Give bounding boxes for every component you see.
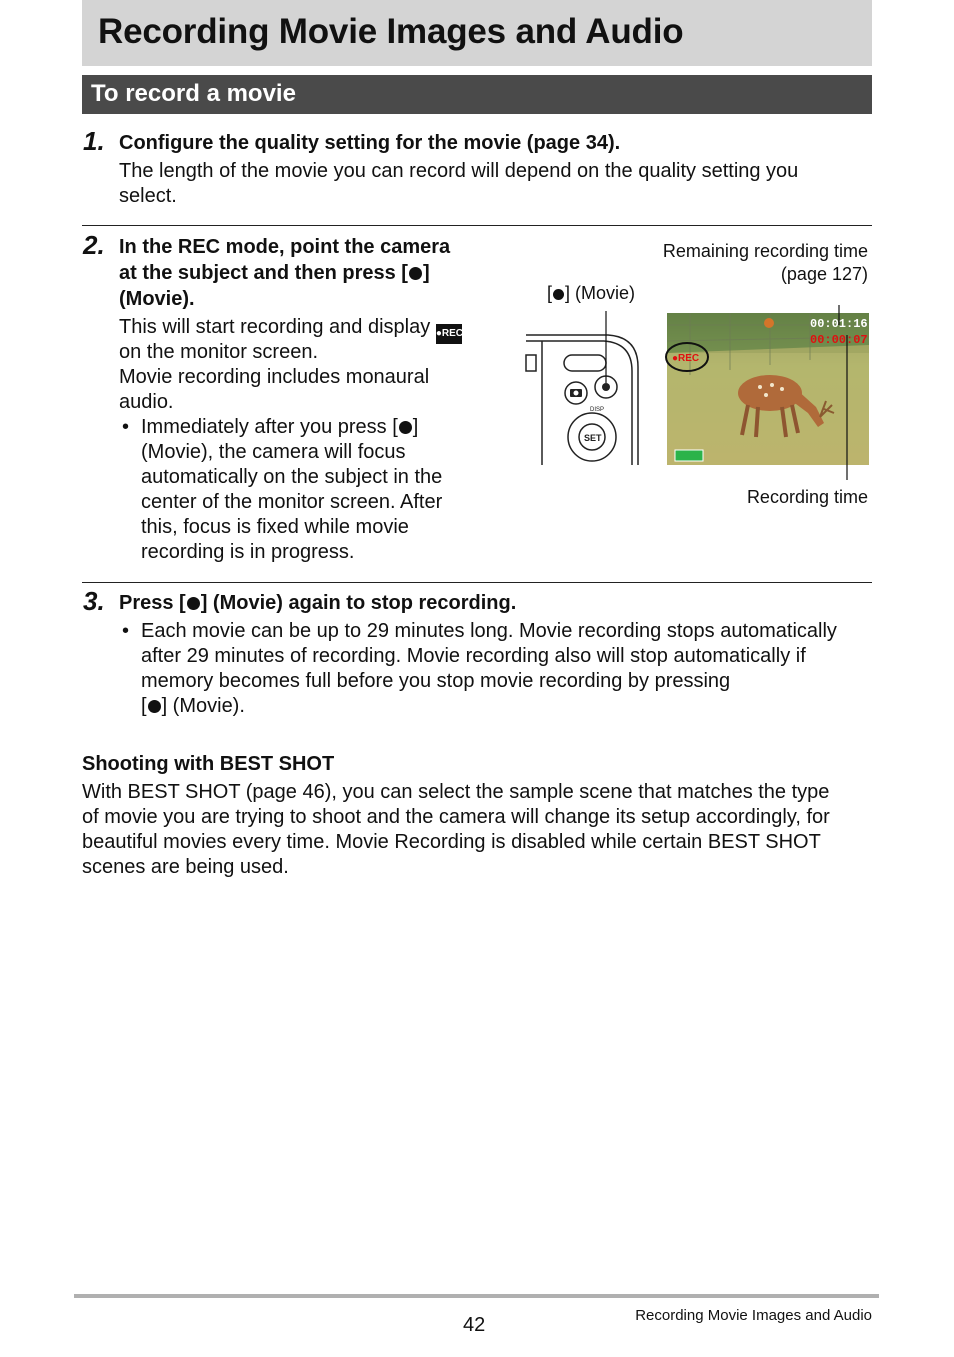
step-1-heading: Configure the quality setting for the movie (page 34). (119, 132, 621, 154)
step-3-number: 3. (83, 586, 105, 616)
step-2-body-line-3: Movie recording includes monaural (119, 366, 430, 388)
divider (82, 582, 872, 583)
page-number: 42 (463, 1314, 486, 1336)
screen-rec-indicator: ●REC (672, 353, 700, 364)
best-shot-line-3: beautiful movies every time. Movie Recording is disabled while certain BEST SHOT (82, 831, 821, 853)
footer-rule (74, 1294, 879, 1298)
step-2-heading-line-3: (Movie). (119, 288, 195, 310)
best-shot-line-4: scenes are being used. (82, 856, 289, 878)
movie-button-icon (399, 421, 412, 434)
step-3-bullet-line-3: memory becomes full before you stop movie recording by pressing (141, 670, 731, 692)
best-shot-line-1: With BEST SHOT (page 46), you can select the sample scene that matches the type (82, 781, 830, 803)
section-title: To record a movie (91, 80, 296, 107)
step-3-bullet-line-1: Each movie can be up to 29 minutes long. Movie recording stops automatically (141, 620, 837, 642)
movie-button-icon (148, 700, 161, 713)
recording-time-label: Recording time (746, 487, 868, 507)
title-bar (82, 0, 872, 66)
step-3-bullet-line-4: [ ] (Movie). (141, 695, 245, 717)
camera-figure (520, 305, 880, 480)
disp-label: DISP (590, 407, 605, 413)
bullet-marker: • (122, 416, 130, 438)
movie-button-icon (187, 597, 200, 610)
step-2-bullet-line-4: center of the monitor screen. After (141, 491, 443, 513)
step-2-body-line-4: audio. (119, 391, 174, 413)
card-icon (764, 318, 774, 328)
step-2-number: 2. (83, 230, 105, 260)
step-2-bullet-line-3: automatically on the subject in the (141, 466, 443, 488)
elapsed-time-readout: 00:00:07 (810, 333, 868, 347)
movie-button-label: [ ] (Movie) (547, 283, 636, 303)
step-3-heading: Press [ ] (Movie) again to stop recording. (119, 592, 517, 614)
best-shot-heading: Shooting with BEST SHOT (82, 753, 335, 775)
remaining-time-readout: 00:01:16 (810, 317, 868, 331)
rec-indicator-icon: ●REC (436, 324, 462, 344)
set-label: SET (584, 433, 602, 443)
step-2-body-line-2: on the monitor screen. (119, 341, 318, 363)
monitor-screen (666, 313, 869, 465)
section-bar (82, 75, 872, 114)
step-2-bullet-line-2: (Movie), the camera will focus (141, 441, 406, 463)
battery-icon (675, 450, 703, 461)
step-1-body-line-1: The length of the movie you can record will depend on the quality setting you (119, 160, 799, 182)
step-1-number: 1. (83, 126, 105, 156)
divider (82, 225, 872, 226)
remaining-time-page: (page 127) (780, 264, 868, 284)
step-2-bullet-line-6: recording is in progress. (141, 541, 355, 563)
step-2-heading-line-2: at the subject and then press [ ] (119, 262, 430, 284)
step-2-body-line-1: This will start recording and display ●REC (119, 315, 462, 344)
remaining-time-label: Remaining recording time (662, 241, 868, 261)
step-2-heading-line-1: In the REC mode, point the camera (119, 236, 451, 258)
movie-button-icon (553, 289, 564, 300)
step-1-body-line-2: select. (119, 185, 177, 207)
best-shot-line-2: of movie you are trying to shoot and the camera will change its setup accordingly, for (82, 806, 830, 828)
step-3-bullet-line-2: after 29 minutes of recording. Movie recording also will stop automatically if (141, 645, 806, 667)
running-title: Recording Movie Images and Audio (635, 1307, 872, 1324)
step-2-bullet-line-5: this, focus is fixed while movie (141, 516, 409, 538)
step-2-bullet-line-1: Immediately after you press [ ] (141, 416, 419, 438)
camera-mode-icon (565, 382, 587, 404)
page-title: Recording Movie Images and Audio (98, 12, 684, 51)
movie-button-icon (409, 267, 422, 280)
bullet-marker: • (122, 620, 130, 642)
